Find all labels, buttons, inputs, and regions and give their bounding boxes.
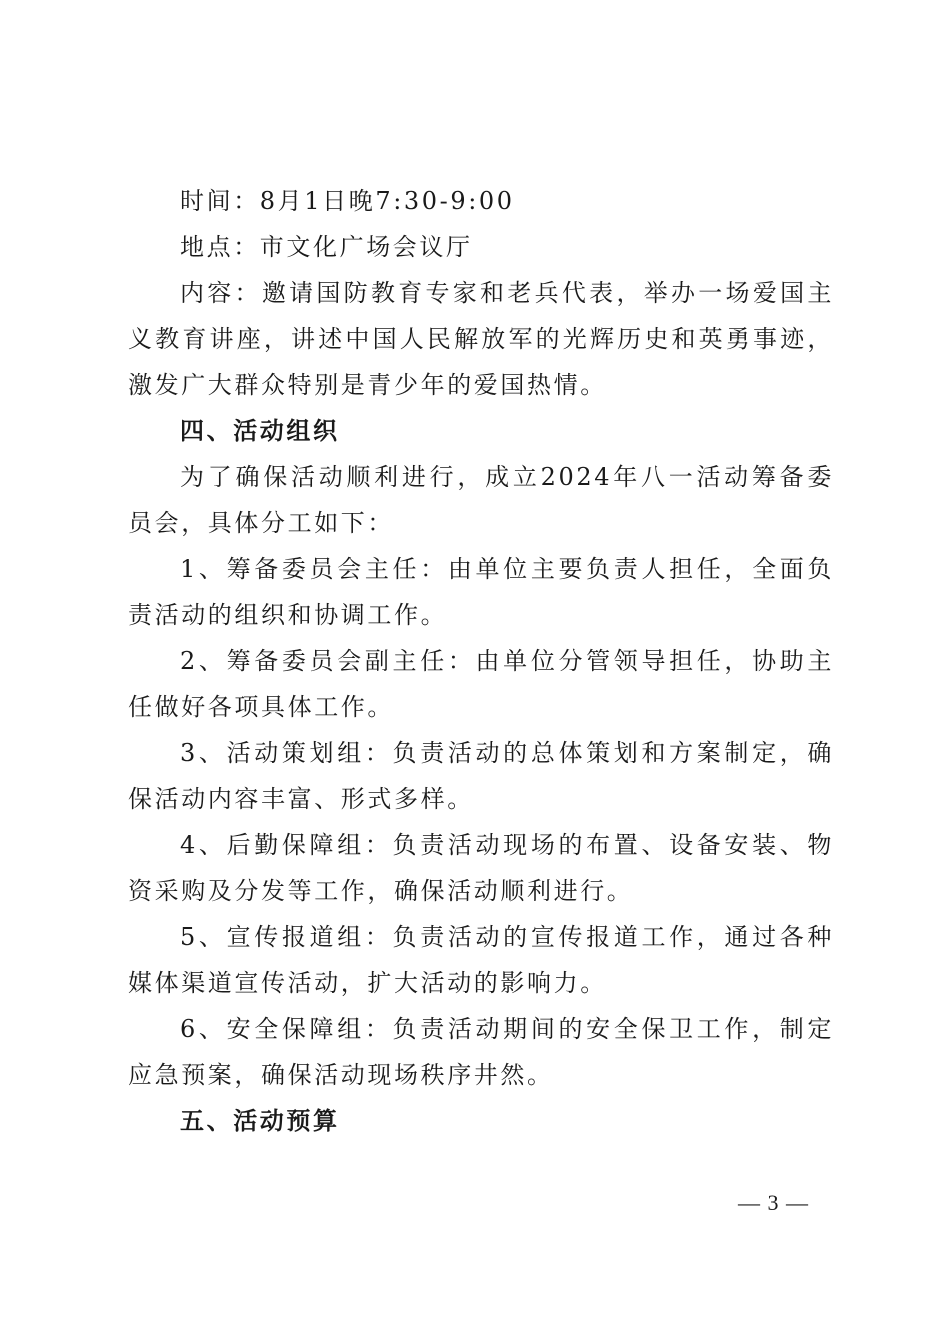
content-paragraph: 内容：邀请国防教育专家和老兵代表，举办一场爱国主义教育讲座，讲述中国人民解放军的光辉历史和英勇事迹，激发广大群众特别是青少年的爱国热情。 (128, 279, 834, 399)
page-number: — 3 — (738, 1190, 809, 1215)
duty-item-director: 1、筹备委员会主任：由单位主要负责人担任，全面负责活动的组织和协调工作。 (128, 555, 834, 629)
document-body (128, 178, 834, 1144)
section-heading-organization: 四、活动组织 (180, 417, 340, 445)
section-heading-budget: 五、活动预算 (180, 1107, 340, 1135)
location-paragraph: 地点：市文化广场会议厅 (180, 233, 473, 261)
duty-item-security-group: 6、安全保障组：负责活动期间的安全保卫工作，制定应急预案，确保活动现场秩序井然。 (128, 1015, 834, 1089)
organization-intro-paragraph: 为了确保活动顺利进行，成立2024年八一活动筹备委员会，具体分工如下： (128, 463, 834, 537)
time-paragraph: 时间：8月1日晚7:30-9:00 (180, 187, 515, 215)
duty-item-deputy-director: 2、筹备委员会副主任：由单位分管领导担任，协助主任做好各项具体工作。 (128, 647, 834, 721)
duty-item-planning-group: 3、活动策划组：负责活动的总体策划和方案制定，确保活动内容丰富、形式多样。 (128, 739, 834, 813)
duty-item-logistics-group: 4、后勤保障组：负责活动现场的布置、设备安装、物资采购及分发等工作，确保活动顺利进行。 (128, 831, 834, 905)
duty-item-publicity-group: 5、宣传报道组：负责活动的宣传报道工作，通过各种媒体渠道宣传活动，扩大活动的影响力。 (128, 923, 834, 997)
